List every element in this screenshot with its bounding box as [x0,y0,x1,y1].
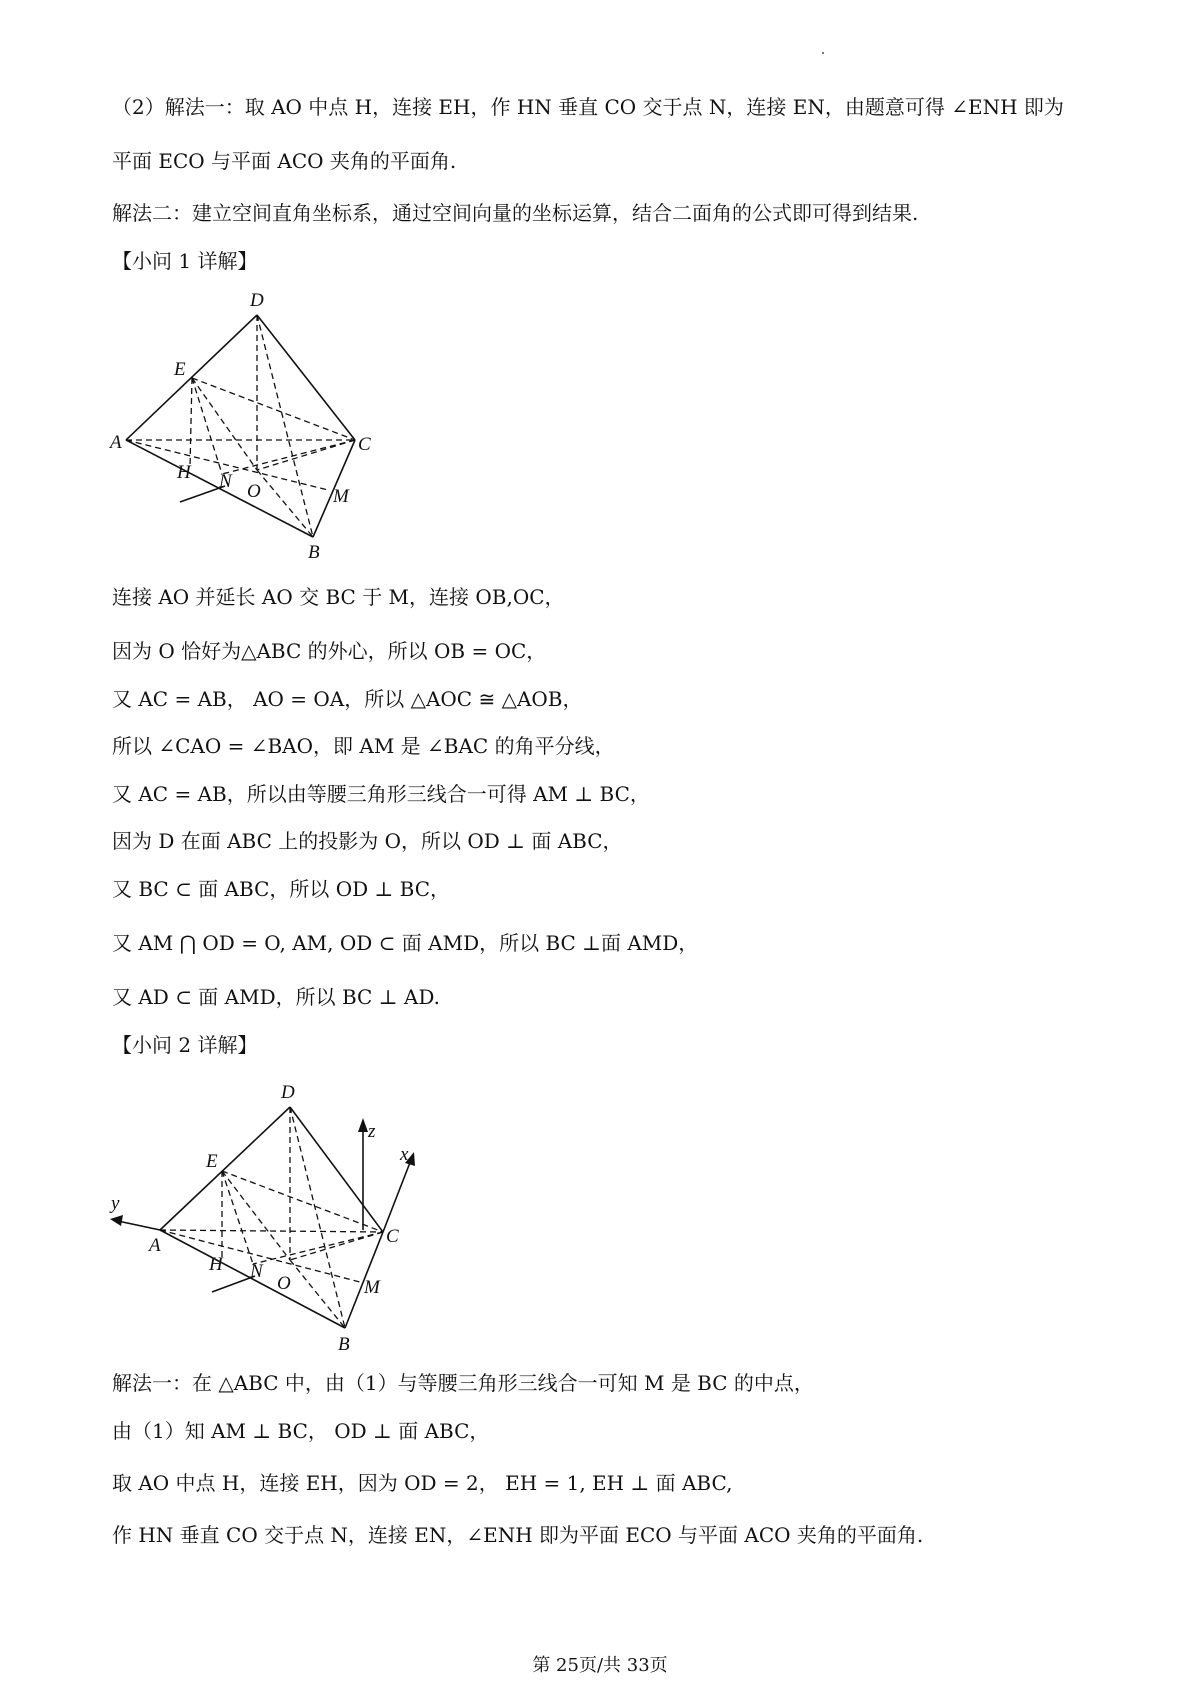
text-line-2: 平面 ECO 与平面 ACO 夹角的平面角. [112,149,457,173]
text-line-15: 解法一：在 △ABC 中，由（1）与等腰三角形三线合一可知 M 是 BC 的中点， [112,1371,814,1395]
fig2-label-A: A [149,1235,161,1256]
text-line-4: 【小问 1 详解】 [112,249,258,273]
fig1-label-D: D [250,290,264,311]
fig1-label-M: M [333,486,349,507]
text-line-6: 因为 O 恰好为△ABC 的外心，所以 OB = OC， [112,639,547,663]
fig2-label-x: x [400,1144,409,1165]
fig2-label-E: E [206,1151,218,1172]
fig1-label-O: O [247,481,261,502]
text-line-10: 因为 D 在面 ABC 上的投影为 O，所以 OD ⊥ 面 ABC， [112,829,623,853]
fig1-label-C: C [358,434,371,455]
fig2-label-C: C [386,1226,399,1247]
text-line-17: 取 AO 中点 H，连接 EH，因为 OD = 2， EH = 1, EH ⊥ 面 ABC, [112,1471,733,1495]
text-line-1: （2）解法一：取 AO 中点 H，连接 EH，作 HN 垂直 CO 交于点 N，连接 EN，由题意可得 ∠ENH 即为 [112,95,1064,119]
fig1-label-H: H [177,462,191,483]
text-line-14: 【小问 2 详解】 [112,1033,258,1057]
text-line-5: 连接 AO 并延长 AO 交 BC 于 M，连接 OB,OC， [112,585,565,609]
fig1-label-A: A [110,432,122,453]
fig2-label-M: M [364,1277,380,1298]
text-line-18: 作 HN 垂直 CO 交于点 N，连接 EN，∠ENH 即为平面 ECO 与平面 ACO 夹角的平面角. [112,1523,924,1547]
fig1-label-B: B [308,542,320,563]
fig2-label-z: z [368,1121,376,1142]
text-line-3: 解法二：建立空间直角坐标系，通过空间向量的坐标运算，结合二面角的公式即可得到结果. [112,201,919,225]
fig2-label-y: y [111,1193,120,1214]
fig2-label-D: D [281,1082,295,1103]
fig1-label-E: E [174,359,186,380]
fig2-label-N: N [250,1261,263,1282]
text-line-7: 又 AC = AB， AO = OA，所以 △AOC ≅ △AOB， [112,687,583,711]
text-line-9: 又 AC = AB，所以由等腰三角形三线合一可得 AM ⊥ BC， [112,782,650,806]
fig1-label-N: N [219,471,232,492]
text-line-11: 又 BC ⊂ 面 ABC，所以 OD ⊥ BC， [112,877,451,901]
text-line-16: 由（1）知 AM ⊥ BC， OD ⊥ 面 ABC， [112,1419,490,1443]
text-line-12: 又 AM ⋂ OD = O, AM, OD ⊂ 面 AMD，所以 BC ⊥面 AMD， [112,931,699,955]
text-line-13: 又 AD ⊂ 面 AMD，所以 BC ⊥ AD. [112,985,440,1009]
text-line-8: 所以 ∠CAO = ∠BAO，即 AM 是 ∠BAC 的角平分线， [112,734,615,758]
fig2-label-B: B [338,1334,350,1355]
fig2-label-O: O [277,1273,291,1294]
page-footer: 第 25页/共 33页 [532,1655,668,1676]
fig2-label-H: H [209,1254,223,1275]
